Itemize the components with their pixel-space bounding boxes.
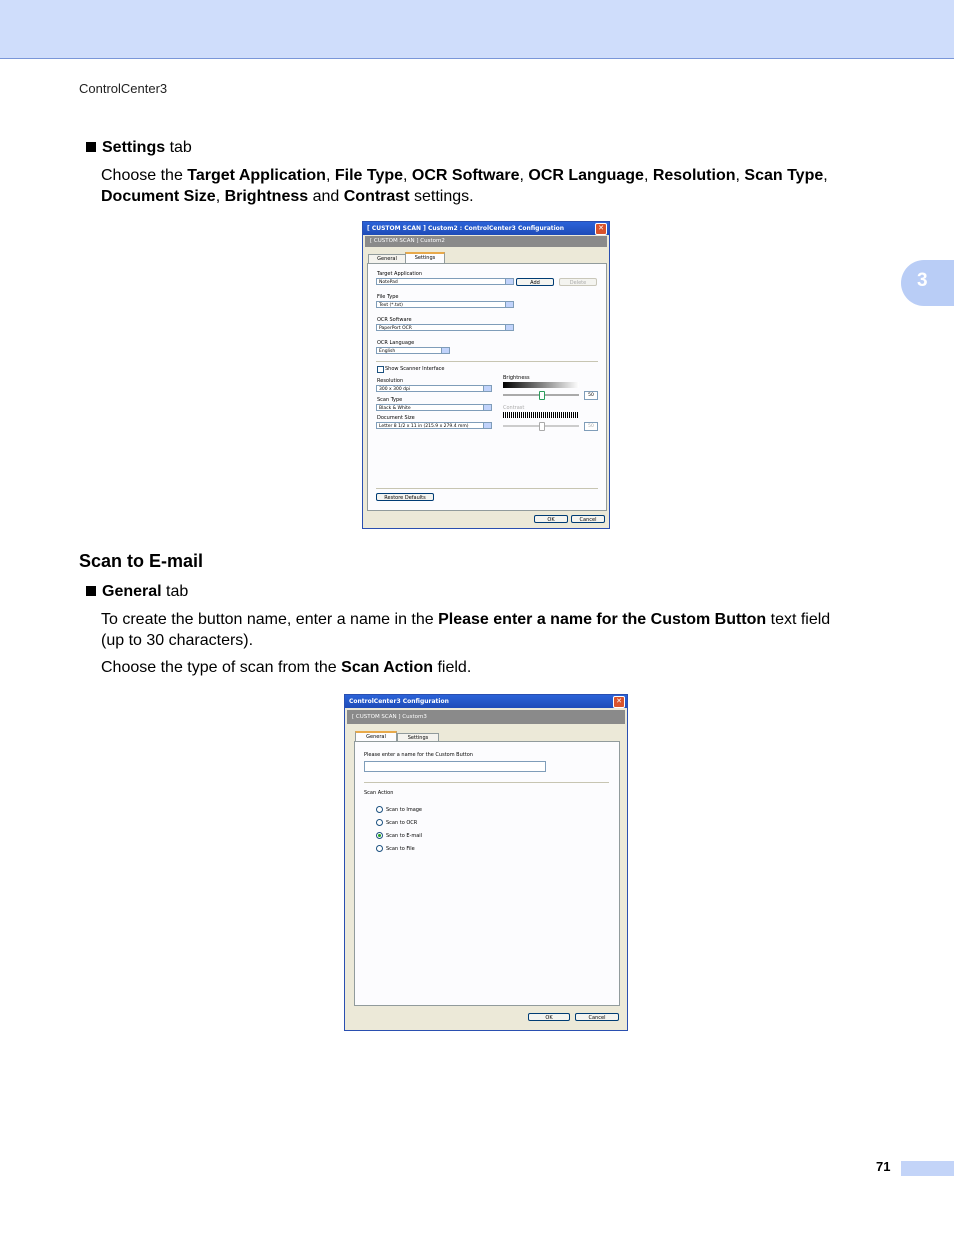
radio-scan-to-ocr[interactable]	[376, 819, 383, 826]
general-panel	[354, 741, 620, 1006]
cancel-button[interactable]: Cancel	[575, 1013, 619, 1021]
chevron-down-icon	[483, 405, 491, 410]
scan-action-label: Scan Action	[364, 790, 394, 796]
radio-scan-to-image[interactable]	[376, 806, 383, 813]
page-bar	[901, 1161, 954, 1176]
close-icon[interactable]: ✕	[595, 223, 607, 235]
ocr-software-select[interactable]: PaperPort OCR	[376, 324, 514, 331]
dialog-head: [ CUSTOM SCAN ] Custom2	[365, 236, 607, 247]
ok-button[interactable]: OK	[528, 1013, 570, 1021]
ok-button[interactable]: OK	[534, 515, 568, 523]
chevron-down-icon	[441, 348, 449, 353]
radio-scan-to-file[interactable]	[376, 845, 383, 852]
show-scanner-label: Show Scanner Interface	[385, 366, 445, 372]
option-scan-to-ocr: Scan to OCR	[386, 820, 418, 826]
divider	[364, 782, 609, 783]
running-head: ControlCenter3	[79, 81, 168, 96]
show-scanner-checkbox[interactable]	[377, 366, 384, 373]
file-type-select[interactable]: Text (*.txt)	[376, 301, 514, 308]
dialog-titlebar: [ CUSTOM SCAN ] Custom2 : ControlCenter3 Configuration	[363, 222, 609, 235]
brightness-value[interactable]: 50	[584, 391, 598, 400]
brightness-label: Brightness	[503, 375, 530, 381]
document-size-label: Document Size	[377, 415, 415, 421]
name-label: Please enter a name for the Custom Button	[364, 752, 473, 758]
divider	[376, 361, 598, 362]
dialog-head: [ CUSTOM SCAN ] Custom3	[347, 710, 625, 724]
chapter-number: 3	[917, 270, 928, 291]
chevron-down-icon	[505, 279, 513, 284]
chevron-down-icon	[483, 423, 491, 428]
scan-action-description: Choose the type of scan from the Scan Action field.	[101, 659, 472, 676]
chevron-down-icon	[505, 302, 513, 307]
header-band	[0, 0, 954, 59]
general-dialog-screenshot	[344, 694, 628, 1031]
general-tab-bullet: General tab	[86, 581, 188, 602]
add-button[interactable]: Add	[516, 278, 554, 286]
file-type-label: File Type	[377, 294, 399, 300]
cancel-button[interactable]: Cancel	[571, 515, 605, 523]
target-app-label: Target Application	[377, 271, 422, 277]
resolution-select[interactable]: 300 x 300 dpi	[376, 385, 492, 392]
settings-dialog-screenshot	[362, 221, 610, 529]
section-title: Scan to E-mail	[79, 551, 204, 571]
page-number: 71	[876, 1159, 891, 1174]
ocr-language-select[interactable]: English	[376, 347, 450, 354]
contrast-slider-thumb[interactable]	[539, 422, 545, 431]
custom-button-name-input[interactable]	[364, 761, 546, 772]
general-description: To create the button name, enter a name in the Please enter a name for the Custom Button text field (up to 30 characters).	[101, 611, 831, 649]
divider	[376, 488, 598, 489]
ocr-language-label: OCR Language	[377, 340, 415, 346]
scan-type-select[interactable]: Black & White	[376, 404, 492, 411]
chapter-tab	[901, 260, 954, 306]
dialog-titlebar: ControlCenter3 Configuration	[345, 695, 627, 708]
close-icon[interactable]: ✕	[613, 696, 625, 708]
radio-scan-to-email[interactable]	[376, 832, 383, 839]
ocr-software-label: OCR Software	[377, 317, 412, 323]
option-scan-to-file: Scan to File	[386, 846, 415, 852]
contrast-value[interactable]: 50	[584, 422, 598, 431]
option-scan-to-image: Scan to Image	[386, 807, 423, 813]
contrast-pattern	[503, 412, 579, 418]
bullet-icon	[86, 586, 96, 596]
settings-description: Choose the Target Application, File Type, OCR Software, OCR Language, Resolution, Scan Type, Document Size, Brightness and Contrast settings.	[101, 167, 828, 205]
scan-type-label: Scan Type	[377, 397, 403, 403]
tab-settings[interactable]: Settings	[405, 252, 445, 263]
target-app-select[interactable]: NotePad	[376, 278, 514, 285]
settings-tab-bullet: Settings tab	[86, 137, 192, 158]
document-size-select[interactable]: Letter 8 1/2 x 11 in (215.9 x 279.4 mm)	[376, 422, 492, 429]
restore-defaults-button[interactable]: Restore Defaults	[376, 493, 434, 501]
tab-settings[interactable]: Settings	[397, 733, 439, 742]
resolution-label: Resolution	[377, 378, 404, 384]
settings-panel	[367, 263, 607, 511]
brightness-slider-thumb[interactable]	[539, 391, 545, 400]
delete-button[interactable]: Delete	[559, 278, 597, 286]
contrast-label: Contrast	[503, 405, 525, 411]
brightness-gradient	[503, 382, 579, 388]
tab-general[interactable]: General	[355, 731, 397, 742]
tab-general[interactable]: General	[368, 254, 406, 263]
chevron-down-icon	[483, 386, 491, 391]
chevron-down-icon	[505, 325, 513, 330]
bullet-icon	[86, 142, 96, 152]
option-scan-to-email: Scan to E-mail	[386, 833, 423, 839]
